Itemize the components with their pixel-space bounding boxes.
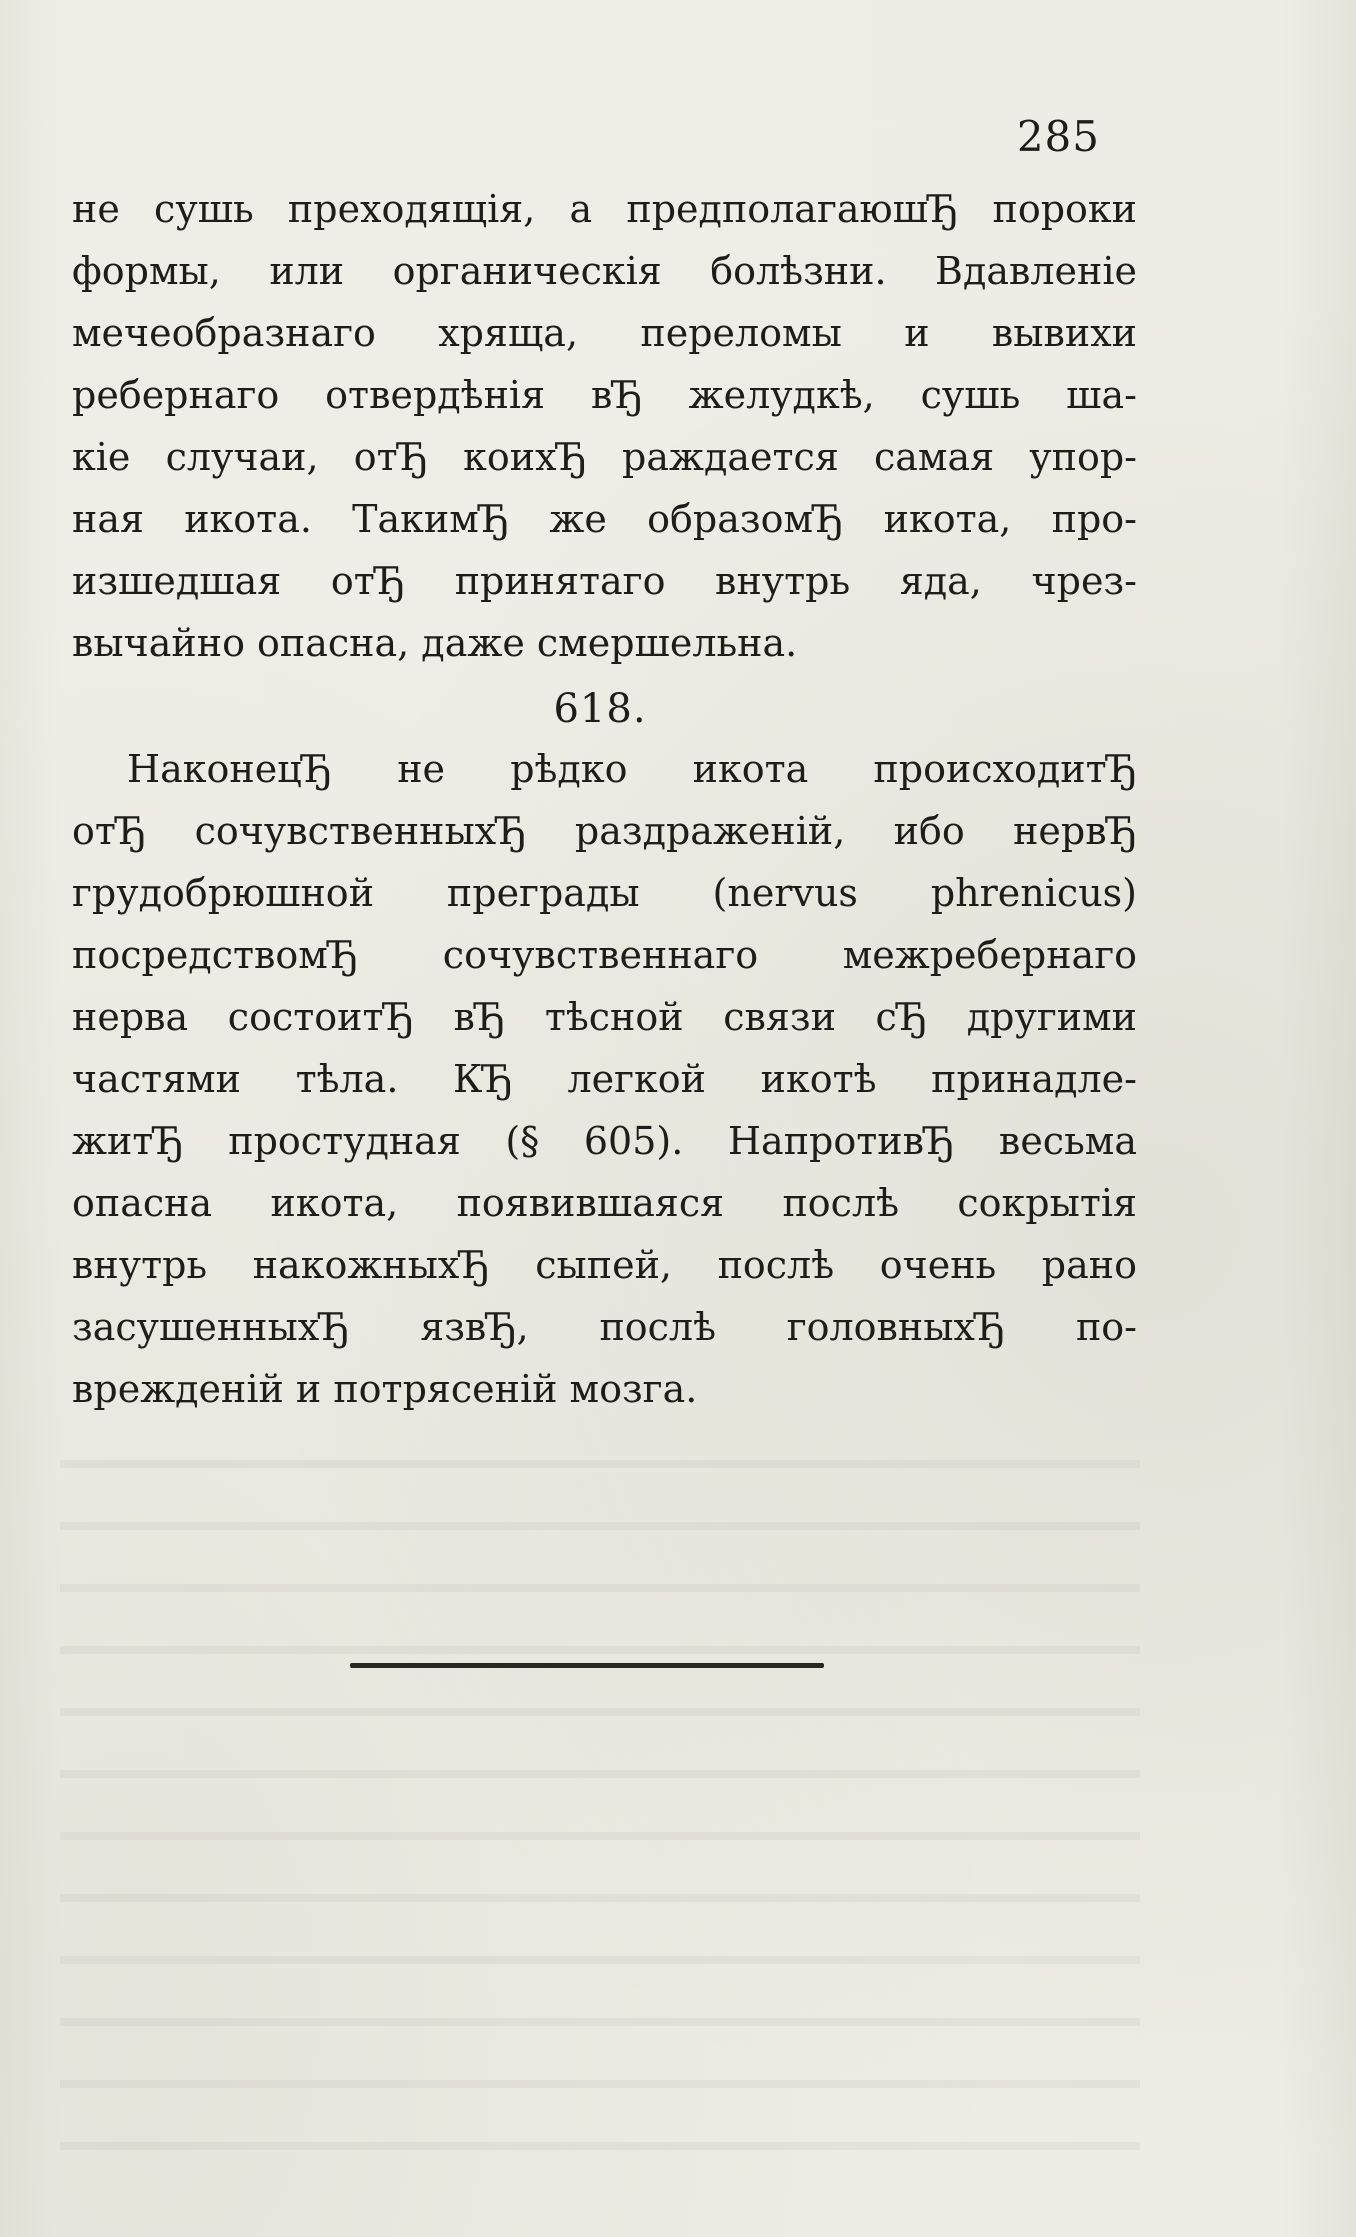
text-line: мечеобразнаго хряща, переломы и вывихи [72,311,1137,355]
show-through-shadow [60,1430,1140,2170]
section-number: 618. [553,686,647,732]
text-line: вычайно опасна, даже смершельна. [72,621,798,665]
text-line: врежденій и потрясеній мозга. [72,1367,698,1411]
text-line: кіе случаи, отЂ коихЂ раждается самая упор- [72,435,1137,479]
text-line: ная икота. ТакимЂ же образомЂ икота, про- [72,497,1137,541]
text-line: НаконецЂ не рѣдко икота происходитЂ [127,747,1137,791]
text-line: отЂ сочувственныхЂ раздраженій, ибо нервЂ [72,809,1137,853]
text-line: грудобрюшной преграды (nervus phrenicus) [72,871,1137,915]
text-line: частями тѣла. КЂ легкой икотѣ принадле- [72,1057,1137,1101]
text-line: опасна икота, появившаяся послѣ сокрытія [72,1181,1137,1225]
text-line: житЂ простудная (§ 605). НапротивЂ весьма [72,1119,1137,1163]
end-rule [350,1663,824,1668]
page-number: 285 [1016,112,1100,161]
text-line: посредствомЂ сочувственнаго межребернаго [72,933,1137,977]
text-line: нерва состоитЂ вЂ тѣсной связи сЂ другими [72,995,1137,1039]
text-line: засушенныхЂ язвЂ, послѣ головныхЂ по- [72,1305,1137,1349]
paragraph-1 [72,178,1137,674]
paragraph-2 [72,738,1137,1420]
text-line: формы, или органическія болѣзни. Вдавленіе [72,249,1137,293]
text-line: внутрь накожныхЂ сыпей, послѣ очень рано [72,1243,1137,1287]
text-line: ребернаго отвердѣнія вЂ желудкѣ, сушь ша- [72,373,1137,417]
text-line: изшедшая отЂ принятаго внутрь яда, чрез- [72,559,1137,603]
text-line: не сушь преходящія, а предполагаюшЂ пороки [72,187,1137,231]
